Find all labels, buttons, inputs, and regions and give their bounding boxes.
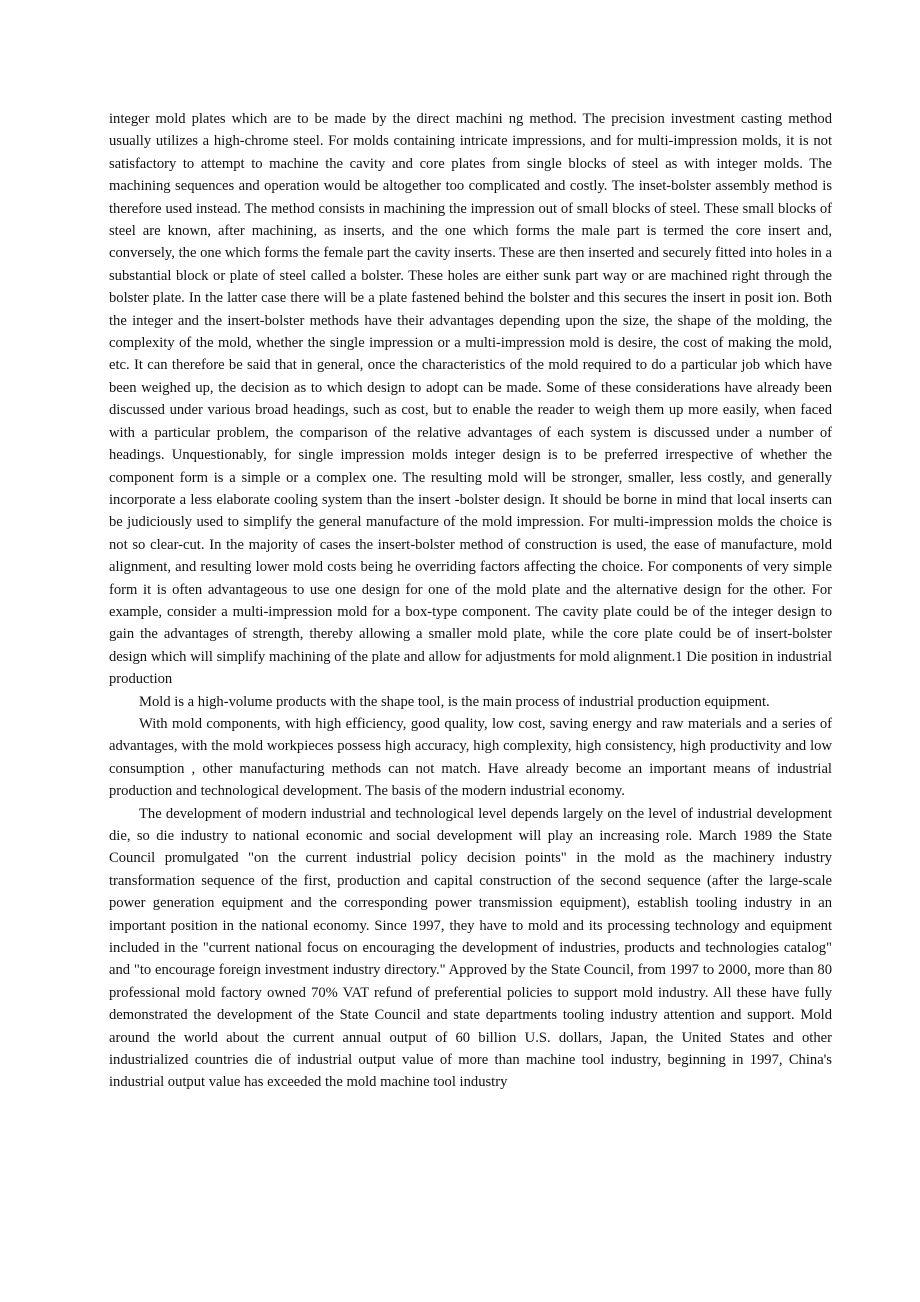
paragraph-mold-advantages: With mold components, with high efficiency, good quality, low cost, saving energy and raw materials and a series of advantages, with the mold workpieces possess high accuracy, high complexity, high consistency, high productivity and low consumption , other manufacturing methods can not match. Have already become an important means of industrial production and technological development. The basis of the modern industrial economy. xyxy=(109,715,832,800)
paragraph-mold-definition: Mold is a high-volume products with the shape tool, is the main process of industrial production equipment. xyxy=(139,693,770,710)
document-page xyxy=(109,108,832,1094)
paragraph-integer-vs-insert-bolster: integer mold plates which are to be made by the direct machini ng method. The precision investment casting method usually utilizes a high-chrome steel. For molds containing intricate impressions, and for multi-impression molds, it is not satisfactory to attempt to machine the cavity and core plates from single blocks of steel as with integer molds. The machining sequences and operation would be altogether too complicated and costly. The inset-bolster assembly method is therefore used instead. The method consists in machining the impression out of small blocks of steel. These small blocks of steel are known, after machining, as inserts, and the one which forms the male part is termed the core insert and, conversely, the one which forms the female part the cavity inserts. These are then inserted and securely fitted into holes in a substantial block or plate of steel called a bolster. These holes are either sunk part way or are machined right through the bolster plate. In the latter case there will be a plate fastened behind the bolster and this secures the insert in posit ion. Both the integer and the insert-bolster methods have their advantages depending upon the size, the shape of the molding, the complexity of the mold, whether the single impression or a multi-impression mold is desire, the cost of making the mold, etc. It can therefore be said that in general, once the characteristics of the mold required to do a particular job which have been weighed up, the decision as to which design to adopt can be made. Some of these considerations have already been discussed under various broad headings, such as cost, but to enable the reader to weigh them up more easily, when faced with a particular problem, the comparison of the relative advantages of each system is discussed under a number of headings. Unquestionably, for single impression molds integer design is to be preferred irrespective of whether the component form is a simple or a complex one. The resulting mold will be stronger, smaller, less costly, and generally incorporate a less elaborate cooling system than the insert -bolster design. It should be borne in mind that local inserts can be judiciously used to simplify the general manufacture of the mold impression. For multi-impression molds the choice is not so clear-cut. In the majority of cases the insert-bolster method of construction is used, the ease of manufacture, mold alignment, and resulting lower mold costs being he overriding factors affecting the choice. For components of very simple form it is often advantageous to use one design for one of the mold plate and the alternative design for the other. For example, consider a multi-impression mold for a box-type component. The cavity plate could be of the integer design to gain the advantages of strength, thereby allowing a smaller mold plate, while the core plate could be of insert-bolster design which will simplify machining of the plate and allow for adjustments for mold alignment.1 Die position in industrial production xyxy=(109,111,832,688)
paragraph-industry-development: The development of modern industrial and technological level depends largely on the level of industrial development die, so die industry to national economic and social development will play an increasing role. March 1989 the State Council promulgated "on the current industrial policy decision points" in the mold as the machinery industry transformation sequence of the first, production and capital construction of the second sequence (after the large-scale power generation equipment and the corresponding power transmission equipment), establish tooling industry in an important position in the national economy. Since 1997, they have to mold and its processing technology and equipment included in the "current national focus on encouraging the development of industries, products and technologies catalog" and "to encourage foreign investment industry directory." Approved by the State Council, from 1997 to 2000, more than 80 professional mold factory owned 70% VAT refund of preferential policies to support mold industry. All these have fully demonstrated the development of the State Council and state departments tooling industry attention and support. Mold around the world about the current annual output of 60 billion U.S. dollars, Japan, the United States and other industrialized countries die of industrial output value of more than machine tool industry, beginning in 1997, China's industrial output value has exceeded the mold machine tool industry xyxy=(109,805,832,1091)
